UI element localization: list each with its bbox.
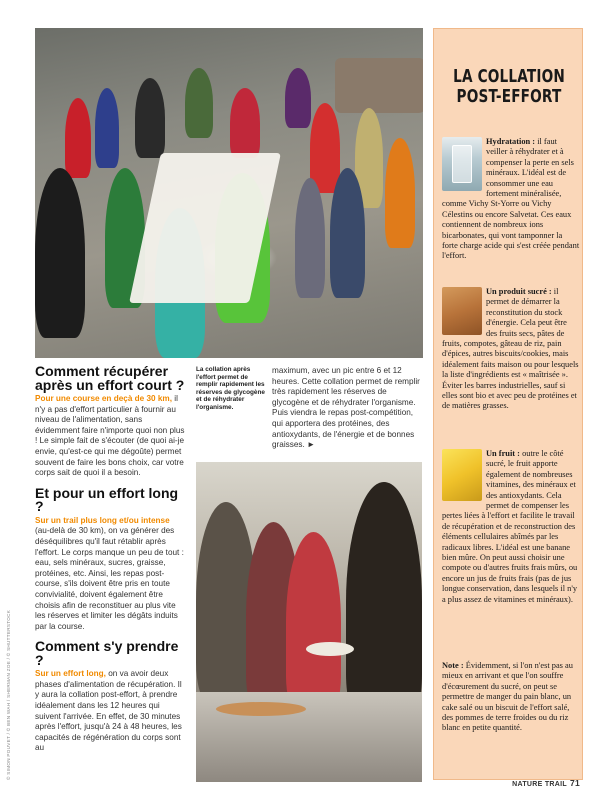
paragraph-comment-sy-prendre: Sur un effort long, on va avoir deux phases d'alimentation de récupération. Il y aura la collation post-effort, à prendre idéalement dans les 12 heures qui suivent l'arrivée. En effet, de 30 minutes après l'effort, jusqu'à 24 à 48 heures, les capacités de régénération du corps sont au: [35, 669, 182, 753]
sidebar-sugar: Un produit sucré : il permet de démarrer la reconstitution du stock d'énergie. Cela peut être des fruits secs, pâtes de fruits, compotes, gâteau de riz, pain d'épices, autres biscuits/cookies, mais idéalement faits maison ou pour lesquels la liste d'ingrédients est « maîtrisée ». Éviter les barres industrielles, sauf si elles sont bio et avec peu de protéines et de matières grasses.: [442, 287, 579, 411]
sidebar-note: Note : Évidemment, si l'on n'est pas au mieux en arrivant et que l'on souffre d'écœurement du sucré, on peut se permettre de manger du pain blanc, un cake salé ou un biscuit de l'effort salé, des pommes de terre froides ou du riz blanc en petite quantité.: [442, 661, 573, 733]
lead-effort-long: Sur un trail plus long et/ou intense: [35, 515, 170, 525]
photo-runners-food-table: [35, 28, 423, 358]
water-glass-image: [442, 137, 482, 191]
heading-effort-court: Comment récupérer après un effort court ?: [35, 363, 185, 393]
gingerbread-image: [442, 287, 482, 335]
paragraph-effort-court: Pour une course en deçà de 30 km, il n'y a pas d'effort particulier à fournir au niveau de l'alimentation, sans évidemment faire n'importe quoi non plus ! Le simple fait de s'écouter (de quoi ai-je envie, qu'est-ce qui me dégoûte) permet souvent de faire les bons choix, car votre corps sait de quoi il a besoin.: [35, 394, 185, 478]
lead-comment-sy-prendre: Sur un effort long,: [35, 669, 106, 679]
lead-effort-court: Pour une course en deçà de 30 km,: [35, 394, 172, 403]
banana-image: [442, 449, 482, 501]
sidebar-hydration: Hydratation : il faut veiller à réhydrater et à compenser la perte en sels minéraux. L'idéal est de consommer une eau fortement minéralisée, comme Vichy St-Yorre ou Vichy Célestins ou encore Salvetat. Ces eaux contiennent de nombreux ions bicarbonates, qui vont tamponner la forte charge acide qui s'est créée pendant l'effort.: [442, 137, 580, 261]
page-footer: [512, 778, 580, 788]
photo-credit: © SIMON POUVET / © BEN WAH / SHERMAN ZOE / © SHUTTERSTOCK: [6, 609, 11, 780]
heading-comment-sy-prendre: Comment s'y prendre ?: [35, 638, 179, 668]
magazine-name: NATURE TRAIL: [512, 781, 567, 788]
photo-caption: La collation après l'effort permet de remplir rapidement les réserves de glycogène et de réhydrater l'organisme.: [196, 366, 265, 411]
article-left-column: [35, 365, 185, 754]
heading-effort-long: Et pour un effort long ?: [35, 484, 179, 515]
page-number: 71: [569, 778, 580, 788]
sidebar-post-effort: [433, 28, 583, 780]
photo-buffet-line: [196, 462, 422, 782]
article-middle-column: [272, 366, 422, 451]
paragraph-effort-long: Sur un trail plus long et/ou intense (au-delà de 30 km), on va générer des déséquilibres qu'il faut rétablir après l'effort. Le corps manque un peu de tout : eau, sels minéraux, sucres, graisse, protéines, etc. Ainsi, les repas post-course, s'ils doivent être pris en toute convivialité, doivent également être choisis afin de reconstituer au plus vite les réserves et limiter les dégâts induits par la course.: [35, 515, 184, 631]
paragraph-continuation: maximum, avec un pic entre 6 et 12 heures. Cette collation permet de remplir très rapidement les réserves de glycogène et de réhydrater l'organisme. Puis viendra le repas post-compétition, qui apportera des protéines, des antioxydants, de l'énergie et de bonnes graisses. ►: [272, 366, 420, 450]
sidebar-fruit: Un fruit : outre le côté sucré, le fruit apporte également de nombreuses vitamines, des minéraux et des antioxydants. Cela permet de compenser les pertes liées à l'effort et facilite le travail de récupération et de reconstruction des éléments cellulaires abîmés par les radicaux libres. L'idéal est une banane bien mûre. On peut aussi choisir une compote ou d'autres fruits frais mûrs, ou encore un jus de fruits frais (pas de jus longue conservation, dans lesquels il n'y a plus assez de vitamines et minéraux).: [442, 449, 578, 604]
sidebar-title: LA COLLATION POST-EFFORT: [453, 67, 565, 107]
